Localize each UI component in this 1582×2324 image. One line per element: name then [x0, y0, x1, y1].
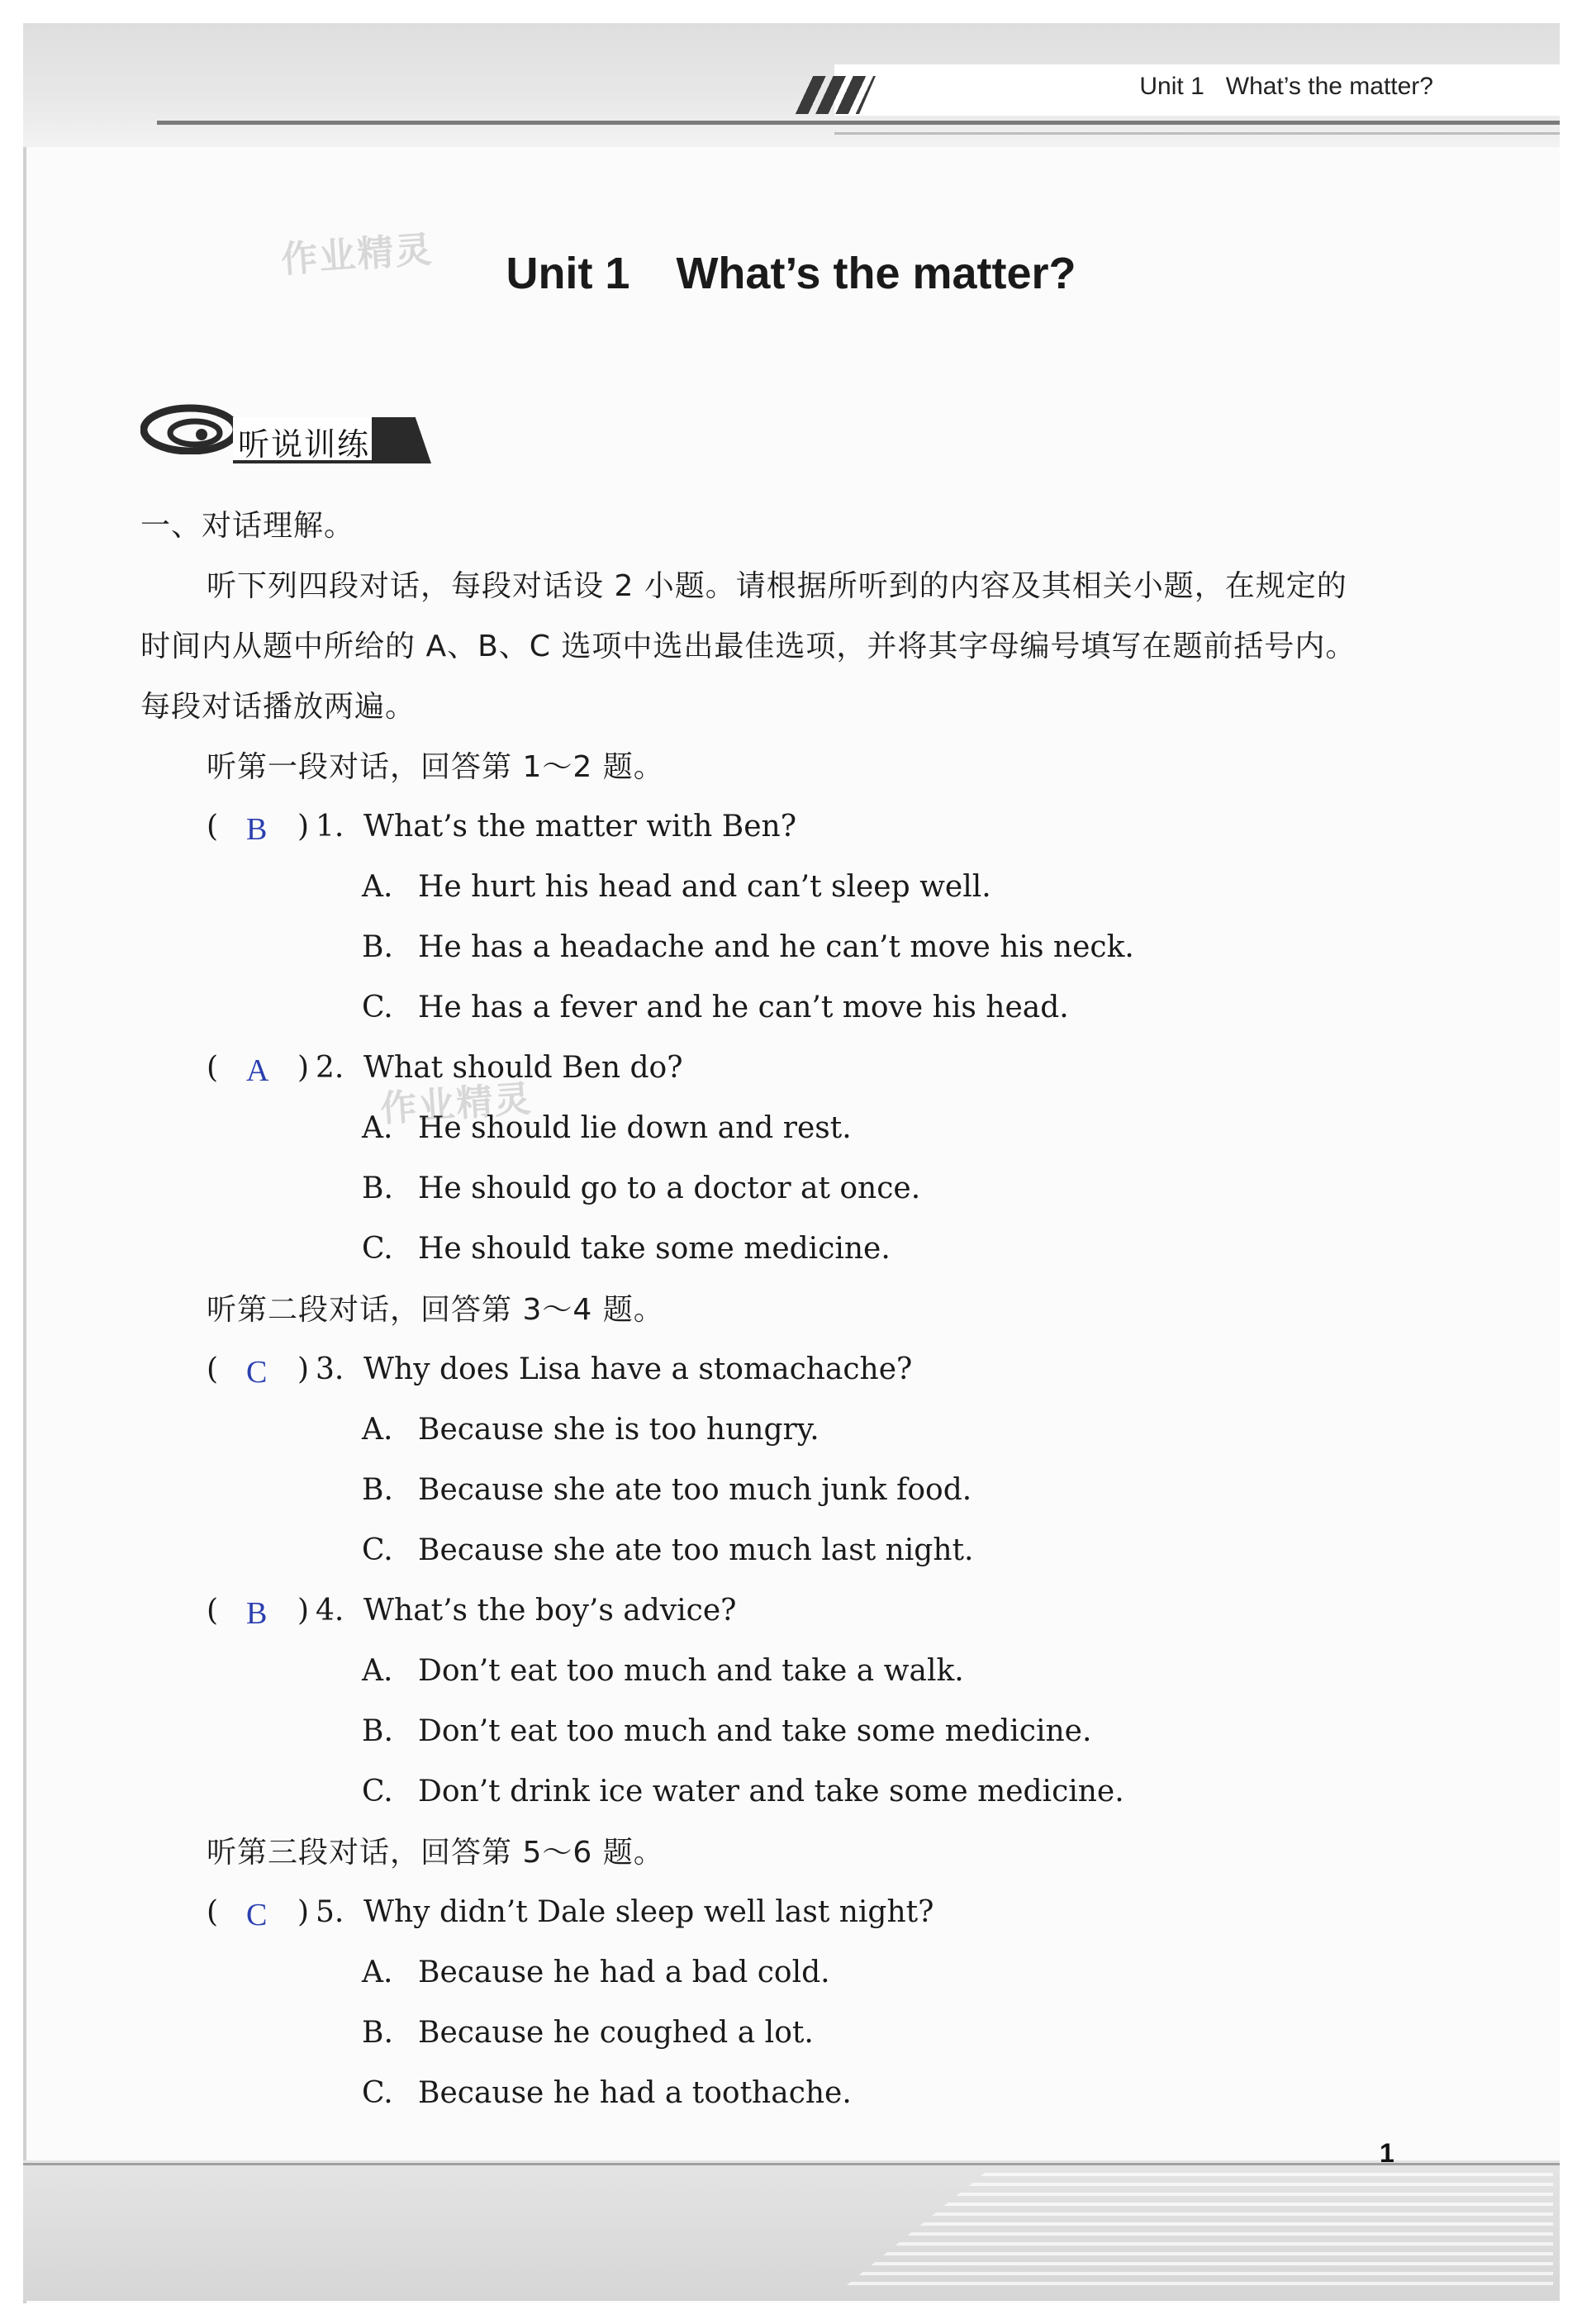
option-letter: C. — [362, 1232, 393, 1266]
option-text: He has a headache and he can’t move his neck. — [418, 930, 1134, 964]
answer-mark[interactable]: B — [246, 1596, 268, 1631]
answer-paren-close: ) — [297, 1352, 310, 1386]
question-text: What should Ben do? — [363, 1051, 683, 1085]
question-number: 1. — [316, 810, 344, 844]
part-heading: 一、对话理解。 — [140, 509, 355, 543]
option — [362, 1111, 852, 1145]
option-text: Because she ate too much junk food. — [418, 1473, 972, 1507]
option-letter: B. — [362, 1172, 393, 1205]
question-text: Why does Lisa have a stomachache? — [363, 1352, 913, 1386]
answer-paren-close: ) — [297, 810, 310, 844]
option-letter: A. — [362, 1413, 393, 1447]
option — [362, 1413, 820, 1447]
option-text: Because she is too hungry. — [418, 1413, 820, 1447]
watermark: 作业精灵 — [378, 1077, 534, 1131]
option-letter: C. — [362, 2076, 393, 2110]
option-text: Because he had a toothache. — [418, 2076, 852, 2110]
option — [362, 1654, 964, 1688]
title-name: What’s the matter? — [676, 249, 1076, 298]
option — [362, 1714, 1091, 1748]
question-number: 2. — [316, 1051, 344, 1085]
question-number: 4. — [316, 1594, 344, 1628]
question-number: 3. — [316, 1352, 344, 1386]
header-rule-secondary — [834, 132, 1560, 135]
page-title — [0, 248, 1582, 299]
option-text: He has a fever and he can’t move his head. — [418, 991, 1069, 1024]
question-text: What’s the boy’s advice? — [363, 1594, 737, 1628]
running-head-title: What’s the matter? — [1225, 73, 1433, 100]
dialogue-group-label: 听第一段对话，回答第 1～2 题。 — [207, 750, 664, 784]
running-head-unit: Unit 1 — [1139, 73, 1204, 100]
answer-mark[interactable]: A — [246, 1053, 269, 1088]
option — [362, 1956, 830, 1989]
instruction-line: 听下列四段对话，每段对话设 2 小题。请根据所听到的内容及其相关小题，在规定的 — [207, 569, 1347, 603]
option — [362, 1775, 1124, 1808]
answer-paren-close: ) — [297, 1895, 310, 1929]
option-text: Because he had a bad cold. — [418, 1956, 830, 1989]
option-text: He should lie down and rest. — [418, 1111, 852, 1145]
question-row — [207, 1051, 1198, 1089]
option-letter: B. — [362, 930, 393, 964]
option-letter: A. — [362, 870, 393, 904]
option-letter: B. — [362, 1714, 393, 1748]
answer-paren-open: ( — [207, 1895, 219, 1929]
option — [362, 870, 991, 904]
option-letter: B. — [362, 2016, 393, 2050]
option-letter: C. — [362, 991, 393, 1024]
answer-mark[interactable]: C — [246, 1355, 268, 1390]
answer-paren-open: ( — [207, 1051, 219, 1085]
question-row — [207, 1594, 1198, 1632]
option-letter: C. — [362, 1775, 393, 1808]
dialogue-group-label: 听第二段对话，回答第 3～4 题。 — [207, 1293, 664, 1327]
swirl-icon — [140, 397, 240, 454]
option-text: Because she ate too much last night. — [418, 1533, 974, 1567]
header-rule — [157, 121, 1560, 125]
option-text: Don’t eat too much and take some medicine. — [418, 1714, 1092, 1748]
option-text: He hurt his head and can’t sleep well. — [418, 870, 991, 904]
running-head — [1139, 73, 1433, 101]
page-edge — [23, 23, 26, 2303]
instruction-line: 时间内从题中所给的 A、B、C 选项中选出最佳选项，并将其字母编号填写在题前括号内。 — [140, 630, 1356, 663]
answer-mark[interactable]: B — [246, 812, 268, 847]
section-banner — [140, 392, 438, 467]
option-text: Don’t eat too much and take a walk. — [418, 1654, 964, 1688]
answer-paren-open: ( — [207, 1594, 219, 1628]
footer-rule — [23, 2163, 1560, 2165]
option — [362, 1172, 920, 1205]
option — [362, 2016, 814, 2050]
watermark: 作业精灵 — [279, 228, 435, 282]
question-row — [207, 1895, 1198, 1933]
question-number: 5. — [316, 1895, 344, 1929]
title-unit: Unit 1 — [506, 249, 630, 298]
question-row — [207, 1352, 1198, 1390]
answer-paren-close: ) — [297, 1594, 310, 1628]
option-letter: B. — [362, 1473, 393, 1507]
answer-paren-open: ( — [207, 810, 219, 844]
section-label: 听说训练 — [238, 426, 371, 463]
option-text: He should go to a doctor at once. — [418, 1172, 921, 1205]
option-letter: A. — [362, 1654, 393, 1688]
option — [362, 1533, 973, 1567]
dialogue-group-label: 听第三段对话，回答第 5～6 题。 — [207, 1836, 664, 1870]
option — [362, 2076, 852, 2110]
option — [362, 1232, 891, 1266]
question-row — [207, 810, 1198, 848]
option-letter: A. — [362, 1956, 393, 1989]
page-number: 1 — [1380, 2138, 1394, 2168]
option-letter: C. — [362, 1533, 393, 1567]
answer-paren-open: ( — [207, 1352, 219, 1386]
option — [362, 930, 1134, 964]
option-text: Because he coughed a lot. — [418, 2016, 814, 2050]
option-text: He should take some medicine. — [418, 1232, 891, 1266]
answer-mark[interactable]: C — [246, 1898, 268, 1932]
question-text: What’s the matter with Ben? — [363, 810, 797, 844]
answer-paren-close: ) — [297, 1051, 310, 1085]
option — [362, 1473, 972, 1507]
option-text: Don’t drink ice water and take some medicine. — [418, 1775, 1124, 1808]
option-letter: A. — [362, 1111, 393, 1145]
question-text: Why didn’t Dale sleep well last night? — [363, 1895, 934, 1929]
instruction-line: 每段对话播放两遍。 — [140, 690, 416, 724]
option — [362, 991, 1069, 1024]
